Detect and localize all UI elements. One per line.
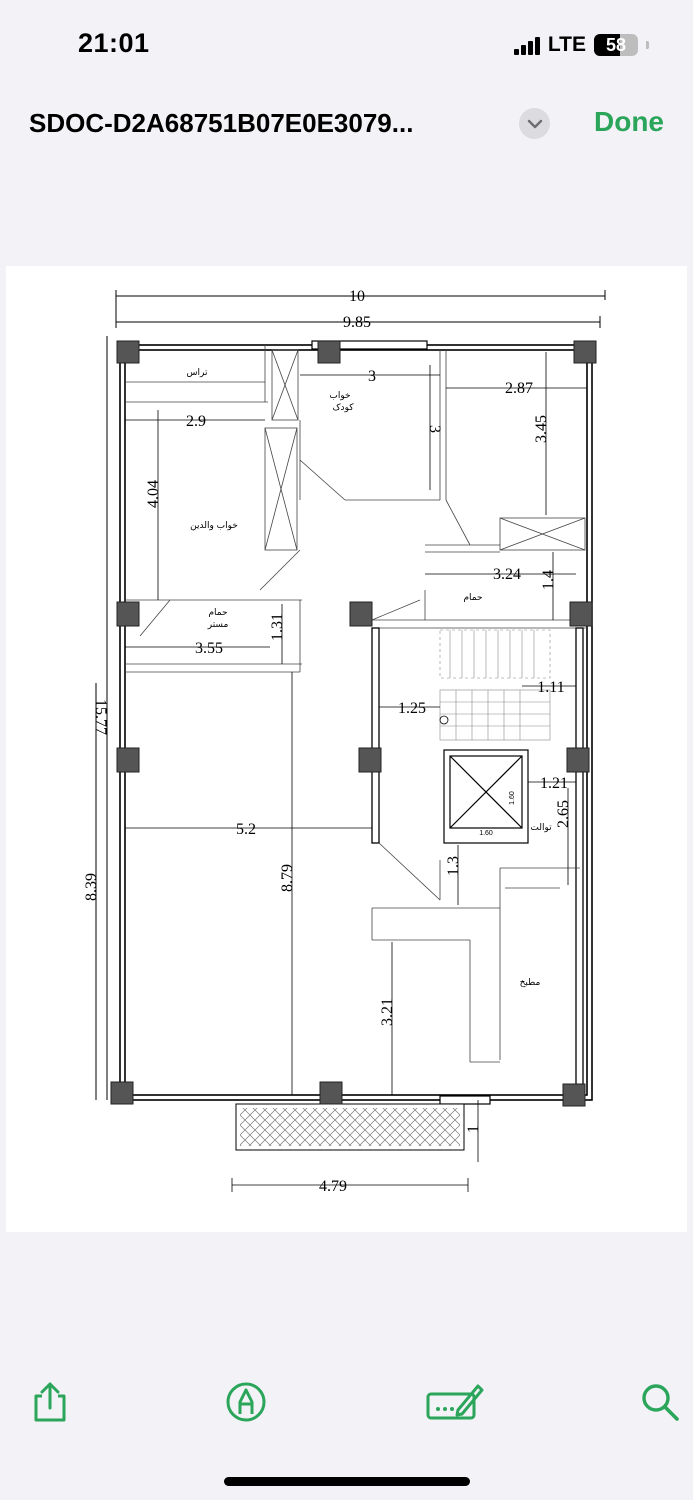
home-indicator [224,1477,470,1486]
room-master-line1: حمام [208,608,228,618]
dim-total-width: 10 [349,288,365,305]
markup-pen-icon[interactable] [224,1380,268,1424]
dim-master-depth: 1.31 [269,613,286,641]
floor-plan [6,266,687,1232]
title-menu-button[interactable] [519,108,550,139]
dim-front-depth: 8.39 [83,873,100,901]
document-page[interactable] [6,266,687,1232]
status-indicators [514,33,649,57]
dim-toilet-depth: 2.65 [555,800,572,828]
dim-right-width: 2.87 [505,380,533,397]
room-terrace: تراس [186,368,208,378]
room-kitchen: مطبخ [519,978,541,988]
status-time: 21:01 [78,28,150,58]
dim-elevator-gap: 1.21 [540,775,568,792]
dim-stair-gap: 1.25 [398,700,426,717]
dim-stair-width: 1.11 [537,679,565,696]
dim-terrace-width: 2.9 [186,413,206,430]
room-master-line2: مستر [207,620,229,630]
battery-percent: 58 [605,35,627,55]
battery-icon [594,34,638,56]
chevron-down-icon [527,119,543,129]
room-kids-line2: کودک [332,403,354,413]
signature-icon[interactable] [426,1380,484,1424]
dim-kids-width: 3 [368,368,376,385]
dim-kitchen-depth: 3.21 [379,998,396,1026]
done-button[interactable]: Done [594,106,664,137]
battery-cap [646,41,649,49]
search-icon[interactable] [638,1380,682,1424]
dim-elevator-h: 1.60 [509,791,516,805]
dim-elevator-w: 1.60 [479,830,493,837]
room-bathroom: حمام [463,593,483,603]
signal-icon [514,35,540,55]
network-label: LTE [547,33,586,56]
room-parents: خواب والدین [190,521,238,531]
dim-right-depth: 3.45 [533,415,550,443]
dim-balcony-width: 4.79 [319,1178,347,1195]
dim-total-depth: 15.77 [92,699,109,735]
dim-living-width: 5.2 [236,821,256,838]
dim-kids-depth: 3 [426,425,443,433]
dim-living-depth: 8.79 [279,864,296,892]
dim-balcony-depth: 1 [465,1125,482,1133]
dim-parents-depth: 4.04 [145,480,162,508]
dim-inner-width: 9.85 [343,314,371,331]
dim-bath-depth: 1.4 [540,570,557,590]
dim-corridor: 1.3 [445,856,462,876]
share-icon[interactable] [28,1380,72,1424]
document-title[interactable]: SDOC-D2A68751B07E0E3079... [29,108,414,138]
room-toilet: توالت [530,823,552,833]
dim-bath-width: 3.24 [493,566,521,583]
dim-master-width: 3.55 [195,640,223,657]
room-kids-line1: خواب [329,391,351,401]
